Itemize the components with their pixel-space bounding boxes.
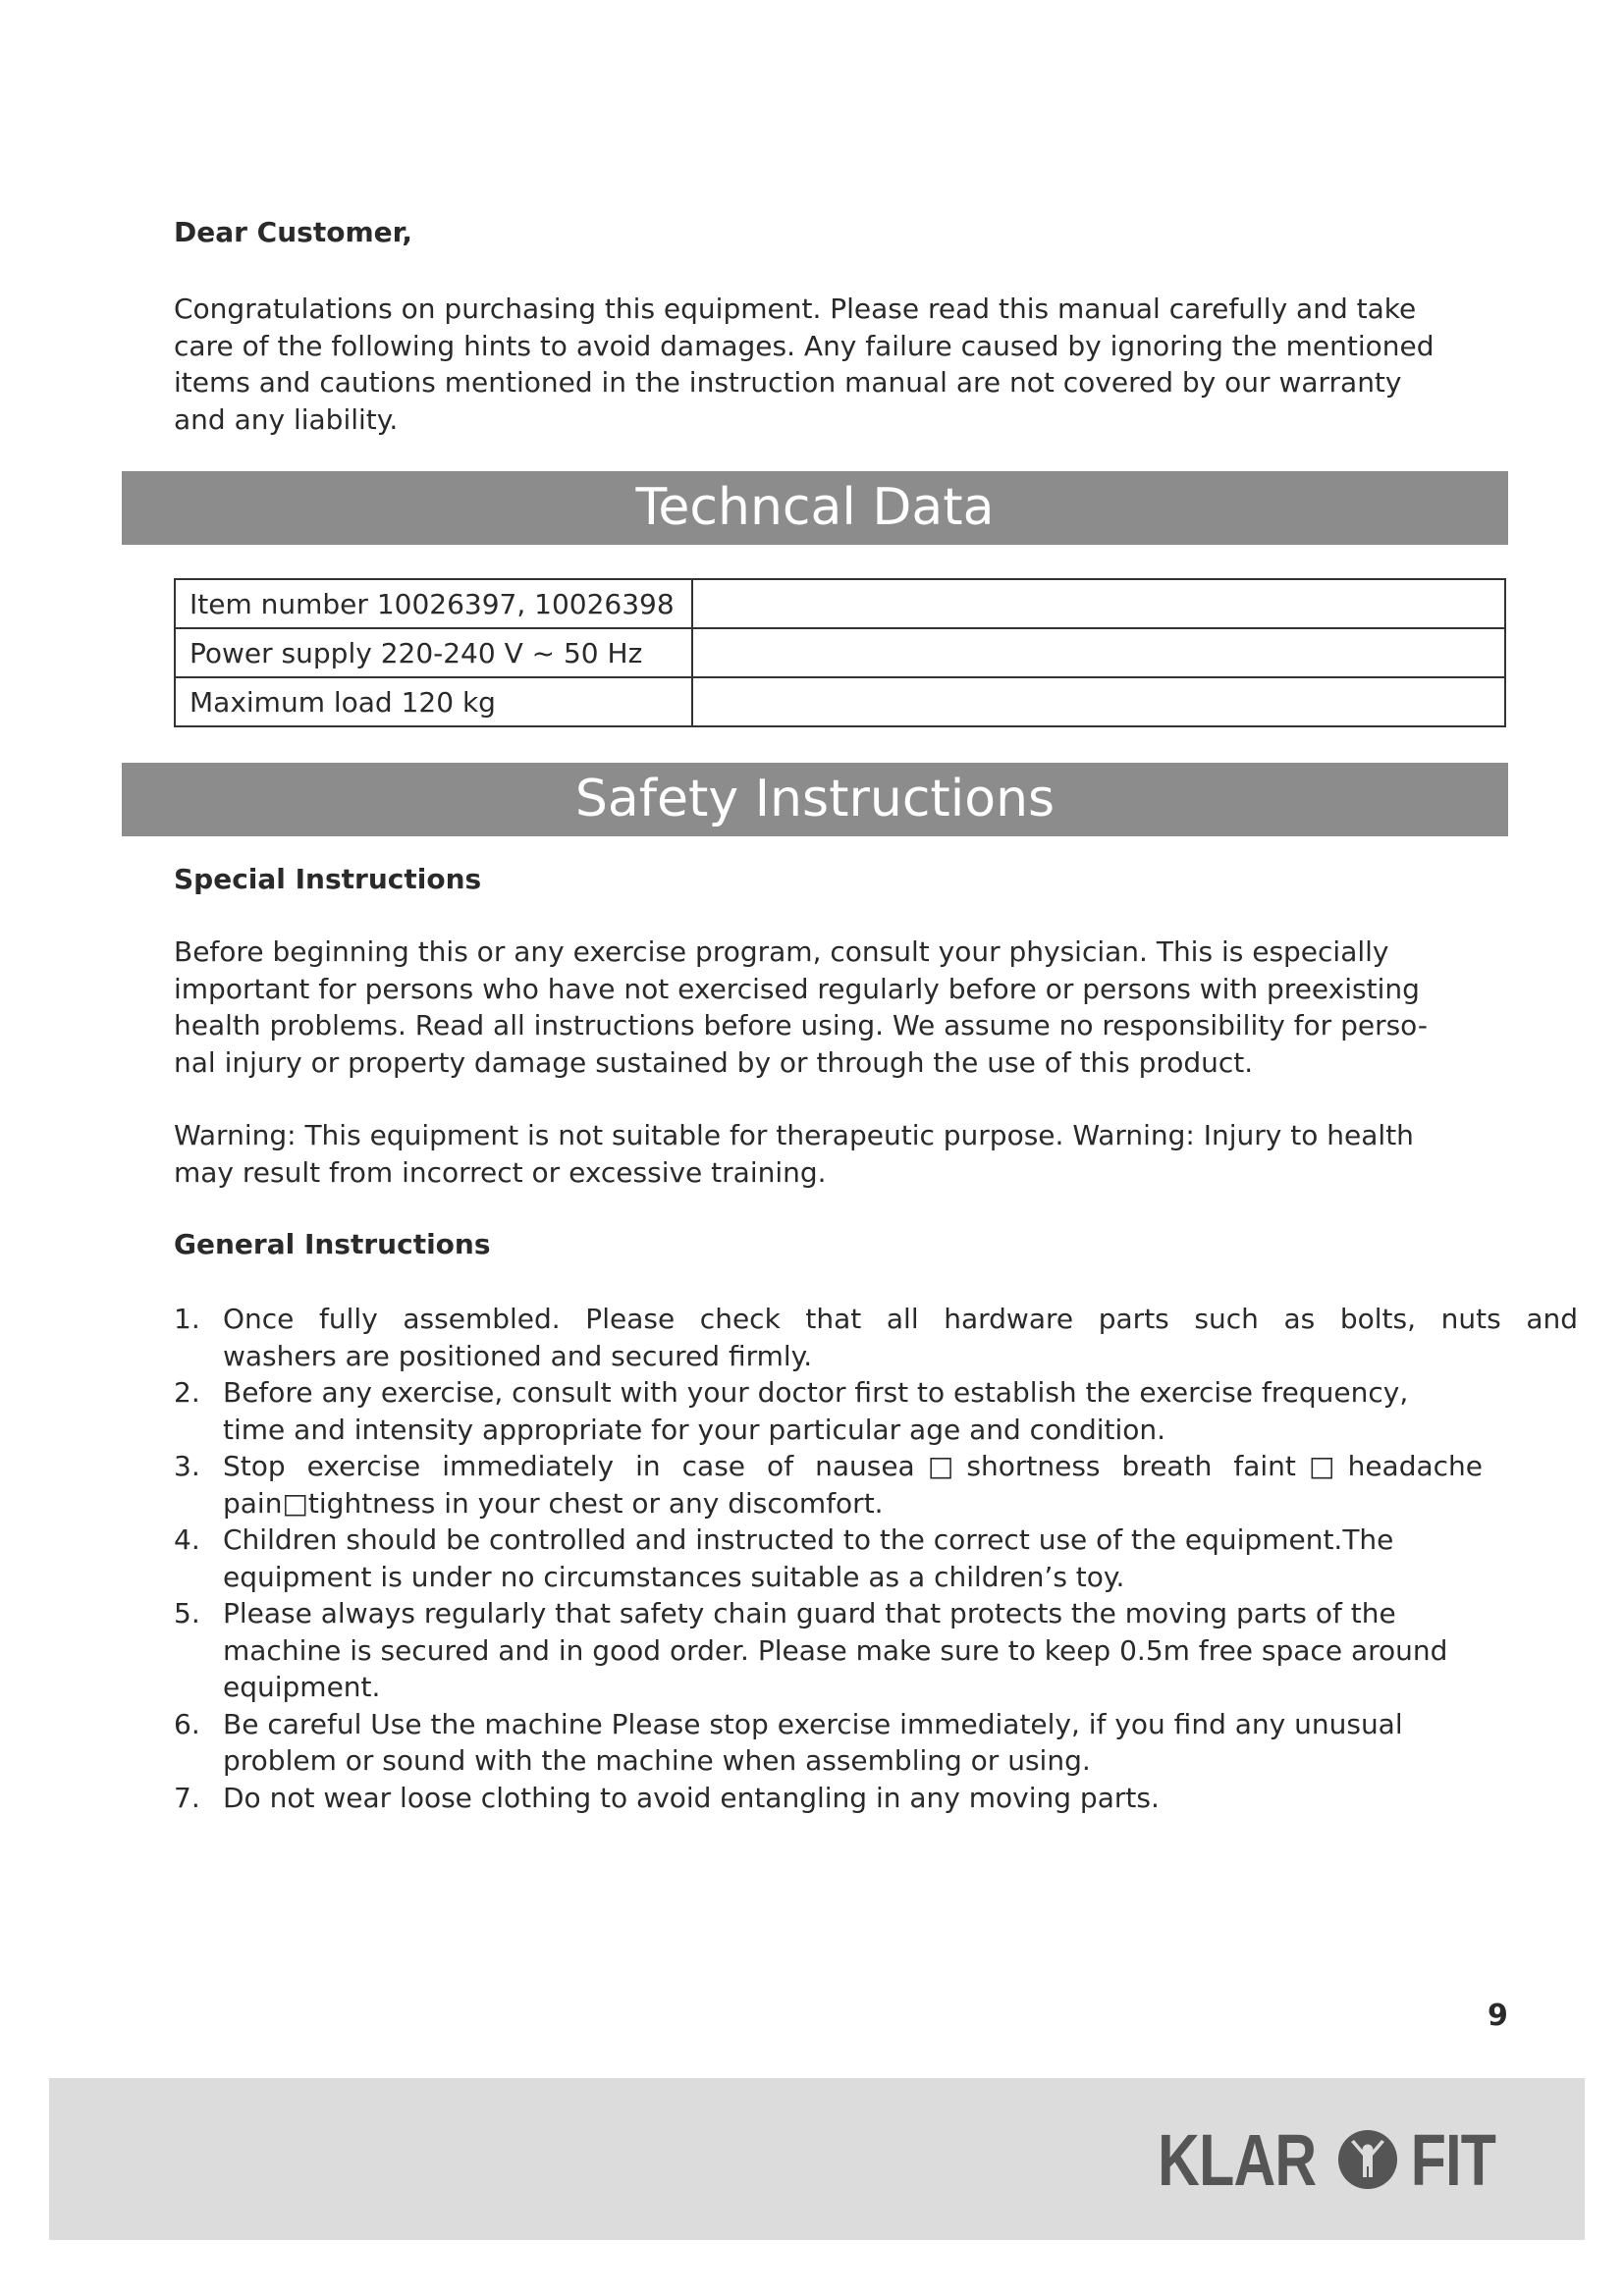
warning-line: Warning: This equipment is not suitable for therapeutic purpose. Warning: Injury to health bbox=[174, 1119, 1414, 1151]
athlete-icon bbox=[1337, 2129, 1398, 2190]
list-item bbox=[174, 1522, 1578, 1595]
table-cell: Maximum load 120 kg bbox=[175, 677, 692, 726]
list-line: equipment is under no circumstances suitable as a children’s toy. bbox=[223, 1560, 1125, 1593]
intro-line: and any liability. bbox=[174, 402, 399, 436]
list-line: Do not wear loose clothing to avoid entangling in any moving parts. bbox=[223, 1781, 1160, 1814]
table-row bbox=[175, 677, 1505, 726]
list-number: 2. bbox=[174, 1376, 200, 1409]
intro-line: Congratulations on purchasing this equipment. Please read this manual carefully and take bbox=[174, 293, 1417, 325]
list-number: 4. bbox=[174, 1523, 200, 1556]
list-item bbox=[174, 1301, 1578, 1374]
list-line: Before any exercise, consult with your doctor first to establish the exercise frequency, bbox=[223, 1376, 1409, 1409]
list-item bbox=[174, 1374, 1578, 1448]
list-item bbox=[174, 1448, 1578, 1522]
table-cell: Item number 10026397, 10026398 bbox=[175, 579, 692, 628]
list-number: 6. bbox=[174, 1707, 200, 1740]
list-line: Please always regularly that safety chain guard that protects the moving parts of the bbox=[223, 1597, 1396, 1629]
list-item bbox=[174, 1595, 1578, 1706]
brand-text-left: KLAR bbox=[1157, 2118, 1316, 2201]
safety-instructions-heading: Safety Instructions bbox=[122, 763, 1508, 836]
table-cell-empty bbox=[692, 628, 1505, 677]
list-number: 7. bbox=[174, 1781, 200, 1814]
list-line: time and intensity appropriate for your particular age and condition. bbox=[223, 1413, 1166, 1446]
special-line: Before beginning this or any exercise program, consult your physician. This is especially bbox=[174, 935, 1389, 968]
page-number: 9 bbox=[1488, 1999, 1508, 2033]
special-instructions-paragraph bbox=[174, 934, 1509, 1081]
intro-paragraph bbox=[174, 291, 1509, 438]
special-line: nal injury or property damage sustained by or through the use of this product. bbox=[174, 1045, 1254, 1079]
list-line: pain□tightness in your chest or any discomfort. bbox=[223, 1486, 884, 1520]
warning-line: may result from incorrect or excessive training. bbox=[174, 1155, 827, 1189]
intro-line: care of the following hints to avoid damages. Any failure caused by ignoring the mentioned bbox=[174, 329, 1435, 362]
brand-text-right: FIT bbox=[1410, 2118, 1496, 2201]
table-cell-empty bbox=[692, 579, 1505, 628]
table-cell: Power supply 220-240 V ~ 50 Hz bbox=[175, 628, 692, 677]
special-instructions-title: Special Instructions bbox=[174, 863, 482, 895]
list-line: machine is secured and in good order. Please make sure to keep 0.5m free space around bbox=[223, 1633, 1448, 1667]
list-line: Be careful Use the machine Please stop exercise immediately, if you find any unusual bbox=[223, 1707, 1403, 1740]
list-line: washers are positioned and secured firmly. bbox=[223, 1339, 813, 1372]
general-instructions-title: General Instructions bbox=[174, 1228, 491, 1260]
list-line: Stop exercise immediately in case of nausea□shortness breath faint□headache bbox=[223, 1450, 1483, 1482]
footer-band bbox=[49, 2078, 1585, 2240]
list-item bbox=[174, 1706, 1578, 1780]
brand-logo bbox=[1138, 2120, 1507, 2199]
table-cell-empty bbox=[692, 677, 1505, 726]
technical-data-table bbox=[174, 578, 1506, 727]
intro-line: items and cautions mentioned in the instruction manual are not covered by our warranty bbox=[174, 366, 1402, 399]
special-line: important for persons who have not exercised regularly before or persons with preexisting bbox=[174, 972, 1420, 1005]
greeting: Dear Customer, bbox=[174, 216, 412, 248]
list-number: 3. bbox=[174, 1450, 200, 1482]
list-line: Once fully assembled. Please check that all hardware parts such as bolts, nuts and bbox=[223, 1303, 1578, 1335]
list-number: 5. bbox=[174, 1597, 200, 1629]
special-line: health problems. Read all instructions before using. We assume no responsibility for perso- bbox=[174, 1009, 1428, 1041]
technical-data-heading: Techncal Data bbox=[122, 471, 1508, 545]
list-line: Children should be controlled and instructed to the correct use of the equipment.The bbox=[223, 1523, 1394, 1556]
list-number: 1. bbox=[174, 1303, 200, 1335]
table-row bbox=[175, 628, 1505, 677]
list-line: problem or sound with the machine when assembling or using. bbox=[223, 1744, 1091, 1777]
list-line: equipment. bbox=[223, 1671, 381, 1703]
list-item bbox=[174, 1780, 1578, 1817]
general-instructions-list bbox=[174, 1301, 1578, 1816]
table-row bbox=[175, 579, 1505, 628]
warning-paragraph bbox=[174, 1117, 1509, 1191]
